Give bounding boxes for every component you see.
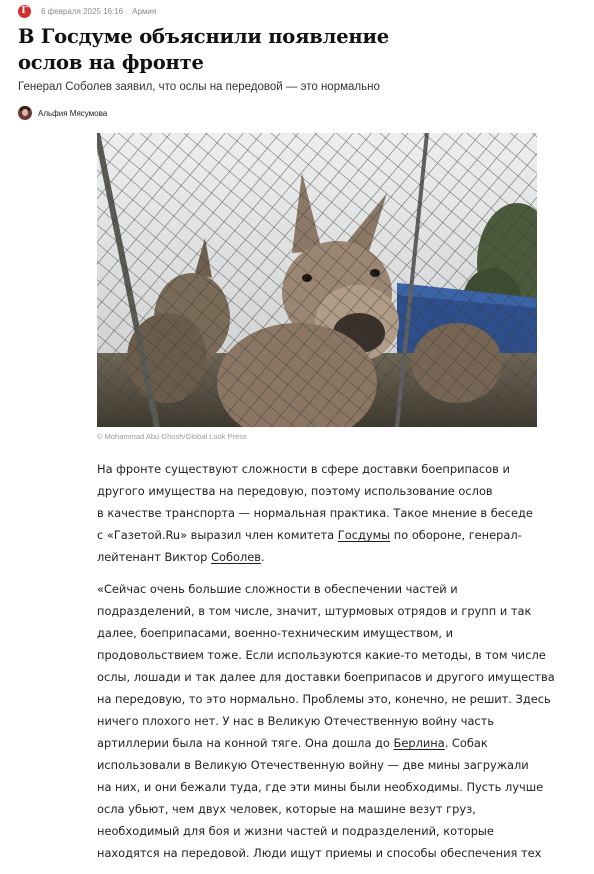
text-line: на них, и они бежали туда, где эти мины были необходимы. Пусть лучше: [97, 780, 544, 794]
text-line: артиллерии была на конной тяге. Она дошла до Берлина. Собак: [97, 736, 488, 750]
text-line: находятся на передовой. Люди ищут приемы и способы обеспечения тех: [97, 846, 542, 860]
text-line: в качестве транспорта — нормальная практика. Такое мнение в беседе: [97, 506, 533, 520]
site-logo[interactable]: Г: [18, 5, 31, 18]
text-line: ослы, лошади и так далее для доставки боеприпасов и другого имущества: [97, 670, 555, 684]
text-line: с «Газетой.Ru» выразил член комитета Госдумы по обороне, генерал-: [97, 528, 522, 542]
text-line: другого имущества на передовую, поэтому использование ослов: [97, 484, 493, 498]
sobolev-link[interactable]: Соболев: [211, 550, 261, 564]
paragraph-2: [97, 578, 555, 864]
text-line: лейтенант Виктор Соболев.: [97, 550, 265, 564]
text-line: На фронте существуют сложности в сфере доставки боеприпасов и: [97, 462, 510, 476]
author-name[interactable]: Альфия Мясумова: [38, 108, 108, 118]
author-byline[interactable]: [18, 106, 107, 120]
article-photo: [97, 133, 537, 427]
publish-date: 6 февраля 2025 16:16: [41, 6, 124, 16]
article-body: [97, 458, 555, 874]
text-line: продовольствием тоже. Если используются какие-то методы, в том числе: [97, 648, 546, 662]
text-line: подразделений, в том числе, значит, штурмовых отрядов и групп и так: [97, 604, 532, 618]
article-subtitle: Генерал Соболев заявил, что ослы на передовой — это нормально: [18, 81, 380, 93]
category-link[interactable]: Армия: [132, 6, 157, 16]
text-line: необходимый для боя и жизни частей и подразделений, которые: [97, 824, 494, 838]
text-line: «Сейчас очень большие сложности в обеспечении частей и: [97, 582, 458, 596]
text-line: далее, боеприпасами, военно-техническим имуществом, и: [97, 626, 454, 640]
paragraph-1: [97, 458, 537, 568]
text-line: использовали в Великую Отечественную войну — две мины загружали: [97, 758, 529, 772]
text-line: ничего плохого нет. У нас в Великую Отечественную войну часть: [97, 714, 495, 728]
photo-credit: © Mohammad Abu Ghosh/Global Look Press: [97, 432, 247, 441]
article-meta: [18, 4, 156, 18]
author-avatar: [18, 106, 32, 120]
text-line: осла убьют, чем двух человек, которые на машине везут груз,: [97, 802, 476, 816]
text-line: на передовую, то это нормально. Проблемы это, конечно, не решит. Здесь: [97, 692, 551, 706]
article-title: В Госдуме объяснили появление ослов на фронте: [18, 25, 389, 74]
berlin-link[interactable]: Берлина: [393, 736, 445, 750]
gosduma-link[interactable]: Госдумы: [337, 528, 391, 542]
